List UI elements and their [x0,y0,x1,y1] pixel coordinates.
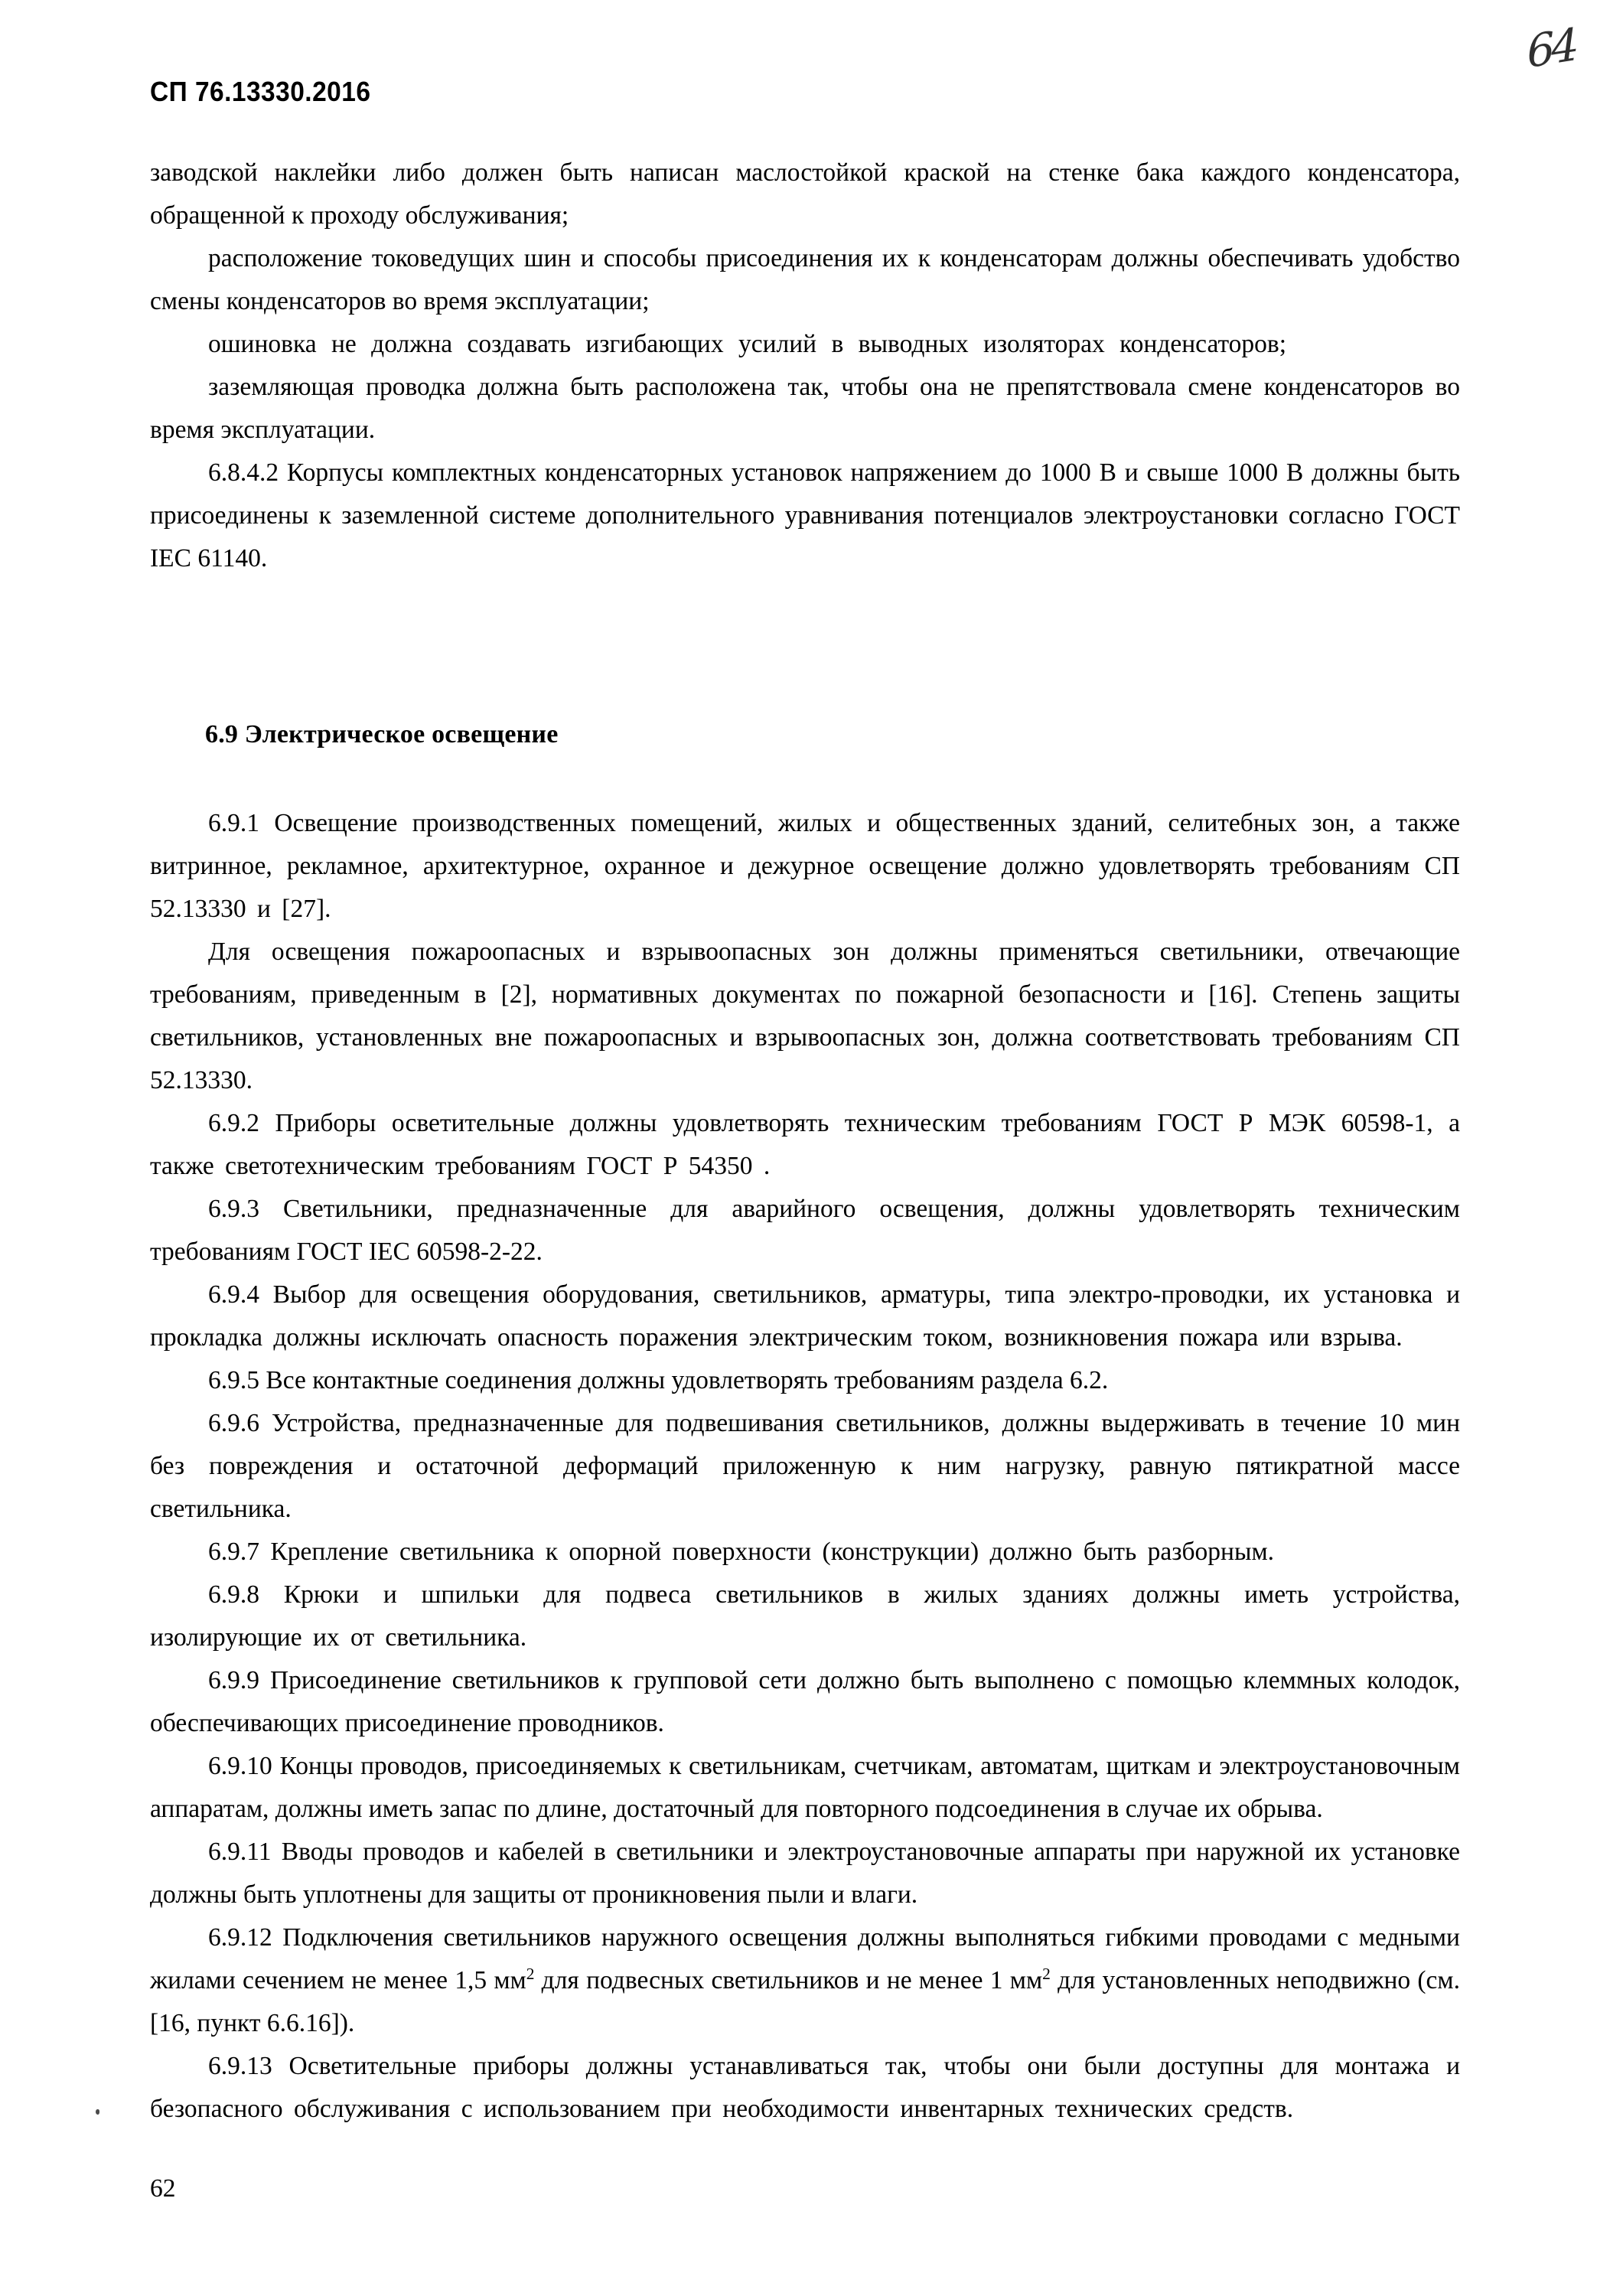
section-heading-6-9: 6.9 Электрическое освещение [205,720,559,748]
heading-spacer [150,755,1460,802]
paragraph-6-9-3: 6.9.3 Светильники, предназначенные для аварийного освещения, должны удовлетворять техническим требованиям ГОСТ IEC 60598-2-22. [150,1195,1460,1266]
paragraph-6-9-7: 6.9.7 Крепление светильника к опорной поверхности (конструкции) должно быть разборным. [208,1538,1275,1566]
paragraph-6-9-12 [150,1916,1460,2045]
superscript-square-2: 2 [1042,1964,1051,1983]
paragraph-6-9-13: 6.9.13 Осветительные приборы должны устанавливаться так, чтобы они были доступны для монтажа и безопасного обслуживания с использованием при необходимости инвентарных технических средств. [150,2052,1460,2123]
paragraph-6-9-6: 6.9.6 Устройства, предназначенные для подвешивания светильников, должны выдерживать в течение 10 мин без повреждения и остаточной деформаций приложенную к ним нагрузку, равную пятикратной массе светильника. [150,1409,1460,1523]
paragraph-zavodskoy: заводской наклейки либо должен быть написан маслостойкой краской на стенке бака каждого конденсатора, обращенной к проходу обслуживания; [150,158,1460,230]
page-body [150,152,1460,2131]
paragraph-6-9-12-part3: для установленных неподвижно (см. [16, пункт 6.6.16]). [150,1966,1460,2037]
paragraph-6-9-10: 6.9.10 Концы проводов, присоединяемых к светильникам, счетчикам, автоматам, щиткам и электроустановочным аппаратам, должны иметь запас по длине, достаточный для повторного подсоединения в случае их обрыва. [150,1752,1460,1823]
paragraph-oshinovka: ошиновка не должна создавать изгибающих усилий в выводных изоляторах конденсаторов; [208,330,1287,358]
page-header [150,75,1451,121]
paragraph-6-9-1: 6.9.1 Освещение производственных помещений, жилых и общественных зданий, селитебных зон, а также витринное, рекламное, архитектурное, охранное и дежурное освещение должно удовлетворять требованиям СП 52.13330 и [27]. [150,809,1460,923]
handwritten-folio-annotation: 64 [1525,18,1577,79]
document-code-title: СП 76.13330.2016 [150,76,371,107]
paragraph-6-9-9: 6.9.9 Присоединение светильников к групповой сети должно быть выполнено с помощью клеммных колодок, обеспечивающих присоединение проводников. [150,1666,1460,1737]
paragraph-raspolozhenie: расположение токоведущих шин и способы присоединения их к конденсаторам должны обеспечивать удобство смены конденсаторов во время эксплуатации; [150,244,1460,315]
paragraph-6-9-11: 6.9.11 Вводы проводов и кабелей в светильники и электроустановочные аппараты при наружной их установке должны быть уплотнены для защиты от проникновения пыли и влаги. [150,1838,1460,1909]
paragraph-6-9-4: 6.9.4 Выбор для освещения оборудования, светильников, арматуры, типа электро-проводки, их установка и прокладка должны исключать опасность поражения электрическим током, возникновения пожара или взрыва. [150,1280,1460,1352]
paragraph-6-8-4-2: 6.8.4.2 Корпусы комплектных конденсаторных установок напряжением до 1000 В и свыше 1000 В должны быть присоединены к заземленной системе дополнительного уравнивания потенциалов электроустановки согласно ГОСТ IEC 61140. [150,458,1460,572]
section-spacer [150,580,1460,715]
page-number: 62 [150,2174,176,2203]
scan-speck-artifact [96,2109,99,2115]
paragraph-zazemlyayushchaya: заземляющая проводка должна быть расположена так, чтобы она не препятствовала смене конденсаторов во время эксплуатации. [150,373,1460,444]
paragraph-6-9-8: 6.9.8 Крюки и шпильки для подвеса светильников в жилых зданиях должны иметь устройства, изолирующие их от светильника. [150,1580,1460,1652]
paragraph-6-9-2: 6.9.2 Приборы осветительные должны удовлетворять техническим требованиям ГОСТ Р МЭК 60598-1, а также светотехническим требованиям ГОСТ Р 54350 . [150,1109,1460,1180]
paragraph-dlya-osveshcheniya: Для освещения пожароопасных и взрывоопасных зон должны применяться светильники, отвечающие требованиям, приведенным в [2], нормативных документах по пожарной безопасности и [16]. Степень защиты светильников, установленных вне пожароопасных и взрывоопасных зон, должна соответствовать требованиям СП 52.13330. [150,938,1460,1094]
paragraph-6-9-12-part1: 6.9.12 Подключения светильников наружного освещения должны выполняться гибкими проводами с медными жилами сечением не менее 1,5 мм [150,1923,1460,1994]
paragraph-6-9-5: 6.9.5 Все контактные соединения должны удовлетворять требованиям раздела 6.2. [208,1366,1109,1394]
paragraph-6-9-12-part2: для подвесных светильников и не менее 1 мм [534,1966,1043,1994]
superscript-square-1: 2 [526,1964,535,1983]
